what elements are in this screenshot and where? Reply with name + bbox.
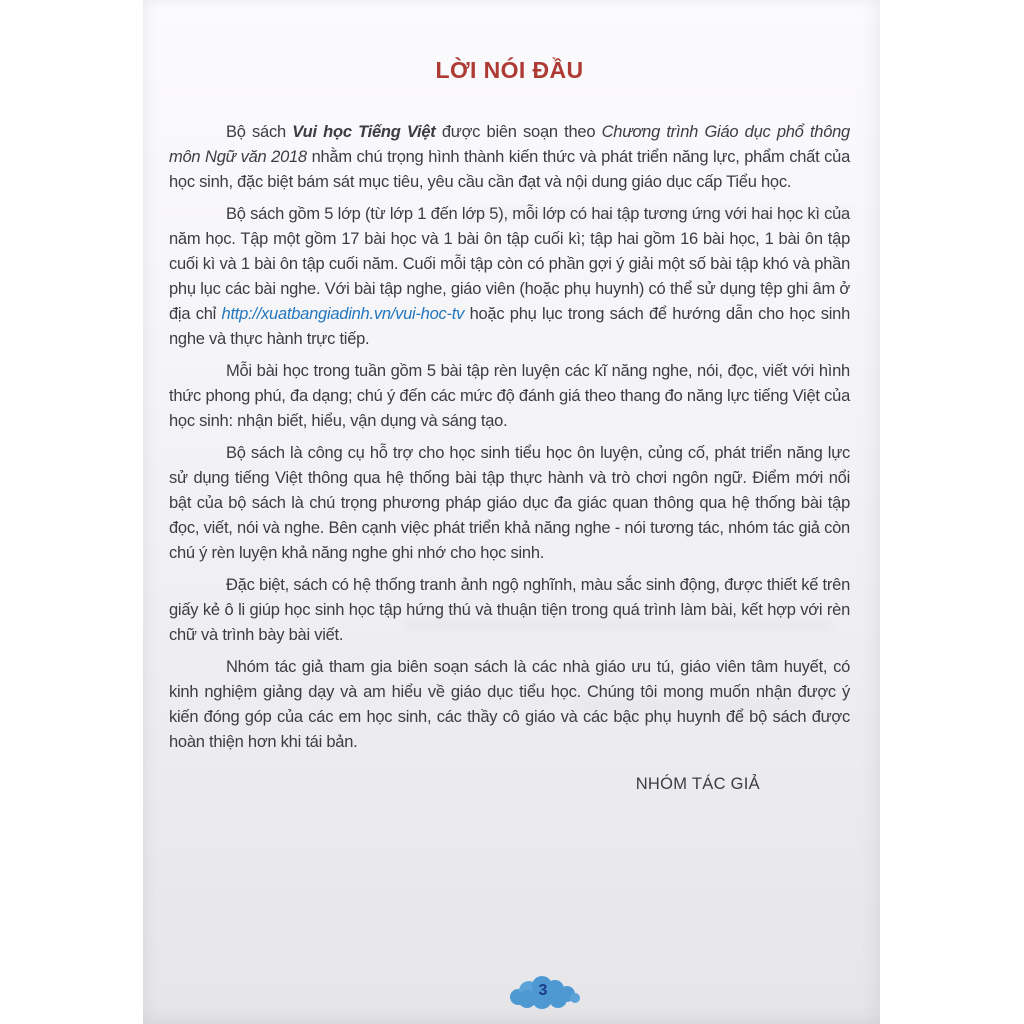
curriculum-name: Chương trình Giáo dục phổ thông môn Ngữ văn 2018 [169, 123, 850, 166]
foreword-body [169, 120, 850, 797]
text-run: Bộ sách gồm 5 lớp (từ lớp 1 đến lớp 5), mỗi lớp có hai tập tương ứng với hai học kì của năm học. Tập một gồm 17 bài học và 1 bài ôn tập cuối kì; tập hai gồm 16 bài học, 1 bài ôn tập cuối kì và 1 bài ôn tập cuối năm. Cuối mỗi tập còn có phần gợi ý giải một số bài tập khó và phần phụ lục các bài nghe. Với bài tập nghe, giáo viên (hoặc phụ huynh) có thể sử dụng tệp ghi âm ở địa chỉ [169, 205, 850, 323]
paragraph-authors: Nhóm tác giả tham gia biên soạn sách là các nhà giáo ưu tú, giáo viên tâm huyết, có kinh nghiệm giảng dạy và am hiểu về giáo dục tiểu học. Chúng tôi mong muốn nhận được ý kiến đóng góp của các em học sinh, các thầy cô giáo và các bậc phụ huynh để bộ sách được hoàn thiện hơn khi tái bản. [169, 658, 850, 751]
paragraph-structure [169, 202, 850, 352]
scan-artifact [573, 700, 813, 711]
text-run: nhằm chú trọng hình thành kiến thức và phát triển năng lực, phẩm chất của học sinh, đặc biệt bám sát mục tiêu, yêu cầu cần đạt và nội dung giáo dục cấp Tiểu học. [169, 148, 850, 191]
page-title: LỜI NÓI ĐẦU [435, 57, 584, 83]
scan-artifact [463, 208, 853, 220]
scan-artifact [403, 620, 833, 631]
signature: NHÓM TÁC GIẢ [635, 775, 760, 793]
book-page [143, 0, 880, 1024]
text-run: hoặc phụ lục trong sách để hướng dẫn cho học sinh nghe và thực hành trực tiếp. [169, 305, 850, 348]
paragraph-method: Bộ sách là công cụ hỗ trợ cho học sinh tiểu học ôn luyện, củng cố, phát triển năng lực sử dụng tiếng Việt thông qua hệ thống bài tập thực hành và trò chơi ngôn ngữ. Điểm mới nổi bật của bộ sách là chú trọng phương pháp giáo dục đa giác quan thông qua hệ thống bài tập đọc, viết, nói và nghe. Bên cạnh việc phát triển khả năng nghe - nói tương tác, nhóm tác giả còn chú ý rèn luyện khả năng nghe ghi nhớ cho học sinh. [169, 444, 850, 562]
audio-files-url: http://xuatbangiadinh.vn/vui-hoc-tv [221, 305, 465, 323]
text-run: được biên soạn theo [435, 123, 602, 141]
paragraph-intro [169, 120, 850, 195]
page-number: 3 [538, 982, 548, 999]
book-series-name: Vui học Tiếng Việt [292, 123, 436, 141]
text-run: Bộ sách [226, 123, 293, 141]
paragraph-lesson-format: Mỗi bài học trong tuần gồm 5 bài tập rèn luyện các kĩ năng nghe, nói, đọc, viết với hình thức phong phú, đa dạng; chú ý đến các mức độ đánh giá theo thang đo năng lực tiếng Việt của học sinh: nhận biết, hiểu, vận dụng và sáng tạo. [169, 362, 850, 430]
paragraph-design: Đặc biệt, sách có hệ thống tranh ảnh ngộ nghĩnh, màu sắc sinh động, được thiết kế trên giấy kẻ ô li giúp học sinh học tập hứng thú và thuận tiện trong quá trình làm bài, kết hợp với rèn chữ và trình bày bài viết. [169, 576, 850, 644]
page-footer [507, 974, 583, 1010]
